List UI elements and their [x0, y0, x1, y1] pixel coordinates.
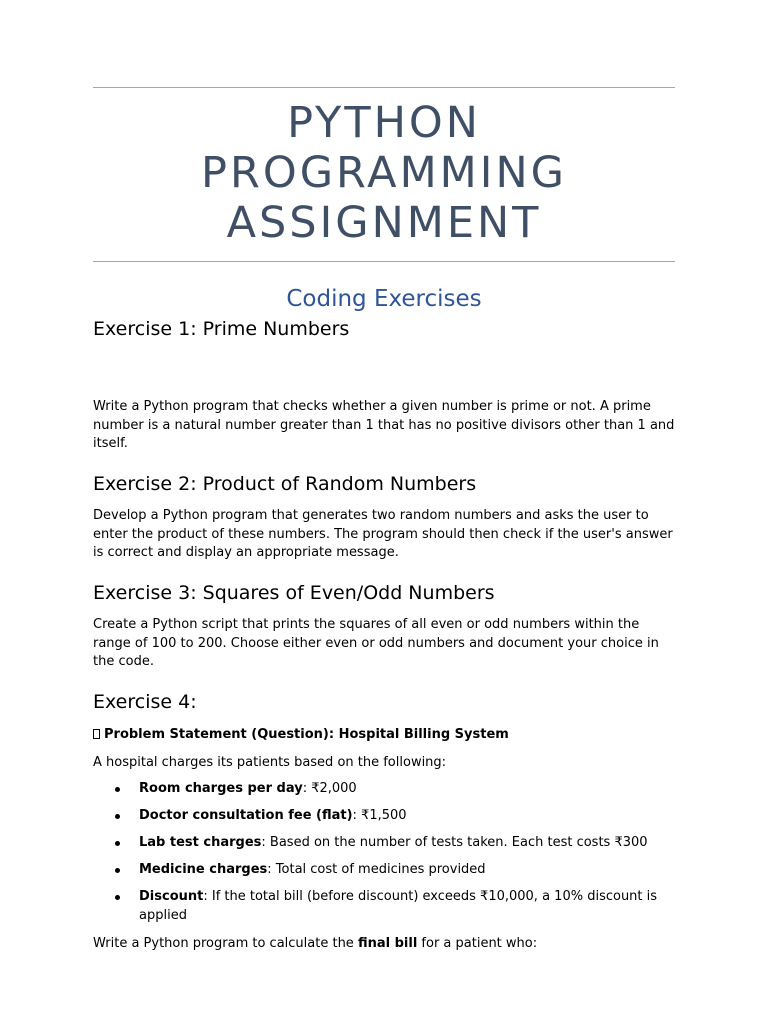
document-title	[93, 98, 675, 248]
item-label: Discount	[139, 889, 204, 904]
exercise-1-body: Write a Python program that checks whether a given number is prime or not. A prime number is a natural number greater than 1 that has no positive divisors other than 1 and itself.	[93, 399, 675, 451]
charges-list	[93, 780, 675, 934]
item-value: : ₹1,500	[352, 808, 407, 823]
closing-text-end: for a patient who:	[417, 936, 538, 951]
bullet-icon	[115, 841, 120, 846]
section-subtitle: Coding Exercises	[286, 286, 482, 312]
title-bottom-rule	[93, 261, 675, 262]
item-value: : ₹2,000	[302, 781, 357, 796]
exercise-3-heading: Exercise 3: Squares of Even/Odd Numbers	[93, 582, 495, 604]
exercise-2-body: Develop a Python program that generates two random numbers and asks the user to enter the product of these numbers. The program should then check if the user's answer is correct and display an appropriate message.	[93, 508, 673, 560]
item-label: Room charges per day	[139, 781, 303, 796]
exercise-3-body: Create a Python script that prints the squares of all even or odd numbers within the range of 100 to 200. Choose either even or odd numbers and document your choice in the code.	[93, 617, 659, 669]
item-label: Lab test charges	[139, 835, 262, 850]
bullet-icon	[115, 787, 120, 792]
billing-intro: A hospital charges its patients based on the following:	[93, 755, 447, 770]
list-item	[93, 861, 675, 880]
list-item	[93, 888, 675, 925]
item-label: Doctor consultation fee (flat)	[139, 808, 353, 823]
problem-statement-text: Problem Statement (Question): Hospital Billing System	[104, 727, 509, 742]
title-line-3: ASSIGNMENT	[226, 198, 542, 248]
bullet-icon	[115, 868, 120, 873]
exercise-2-heading: Exercise 2: Product of Random Numbers	[93, 473, 477, 495]
closing-paragraph	[93, 935, 675, 954]
title-line-2: PROGRAMMING	[201, 148, 567, 198]
problem-statement	[93, 726, 675, 745]
closing-text-bold: final bill	[357, 936, 418, 951]
bullet-icon	[115, 814, 120, 819]
list-item	[93, 834, 675, 853]
bullet-icon	[115, 895, 120, 900]
list-item	[93, 807, 675, 826]
title-line-1: PYTHON	[287, 98, 481, 148]
exercise-4-heading: Exercise 4:	[93, 691, 197, 713]
item-value: : If the total bill (before discount) exceeds ₹10,000, a 10% discount is applied	[139, 889, 658, 923]
missing-glyph-icon	[93, 729, 100, 739]
closing-text-start: Write a Python program to calculate the	[93, 936, 358, 951]
top-rule	[93, 87, 675, 88]
item-value: : Total cost of medicines provided	[267, 862, 486, 877]
list-item	[93, 780, 675, 799]
exercise-1-heading: Exercise 1: Prime Numbers	[93, 318, 350, 340]
item-label: Medicine charges	[139, 862, 268, 877]
item-value: : Based on the number of tests taken. Each test costs ₹300	[261, 835, 648, 850]
